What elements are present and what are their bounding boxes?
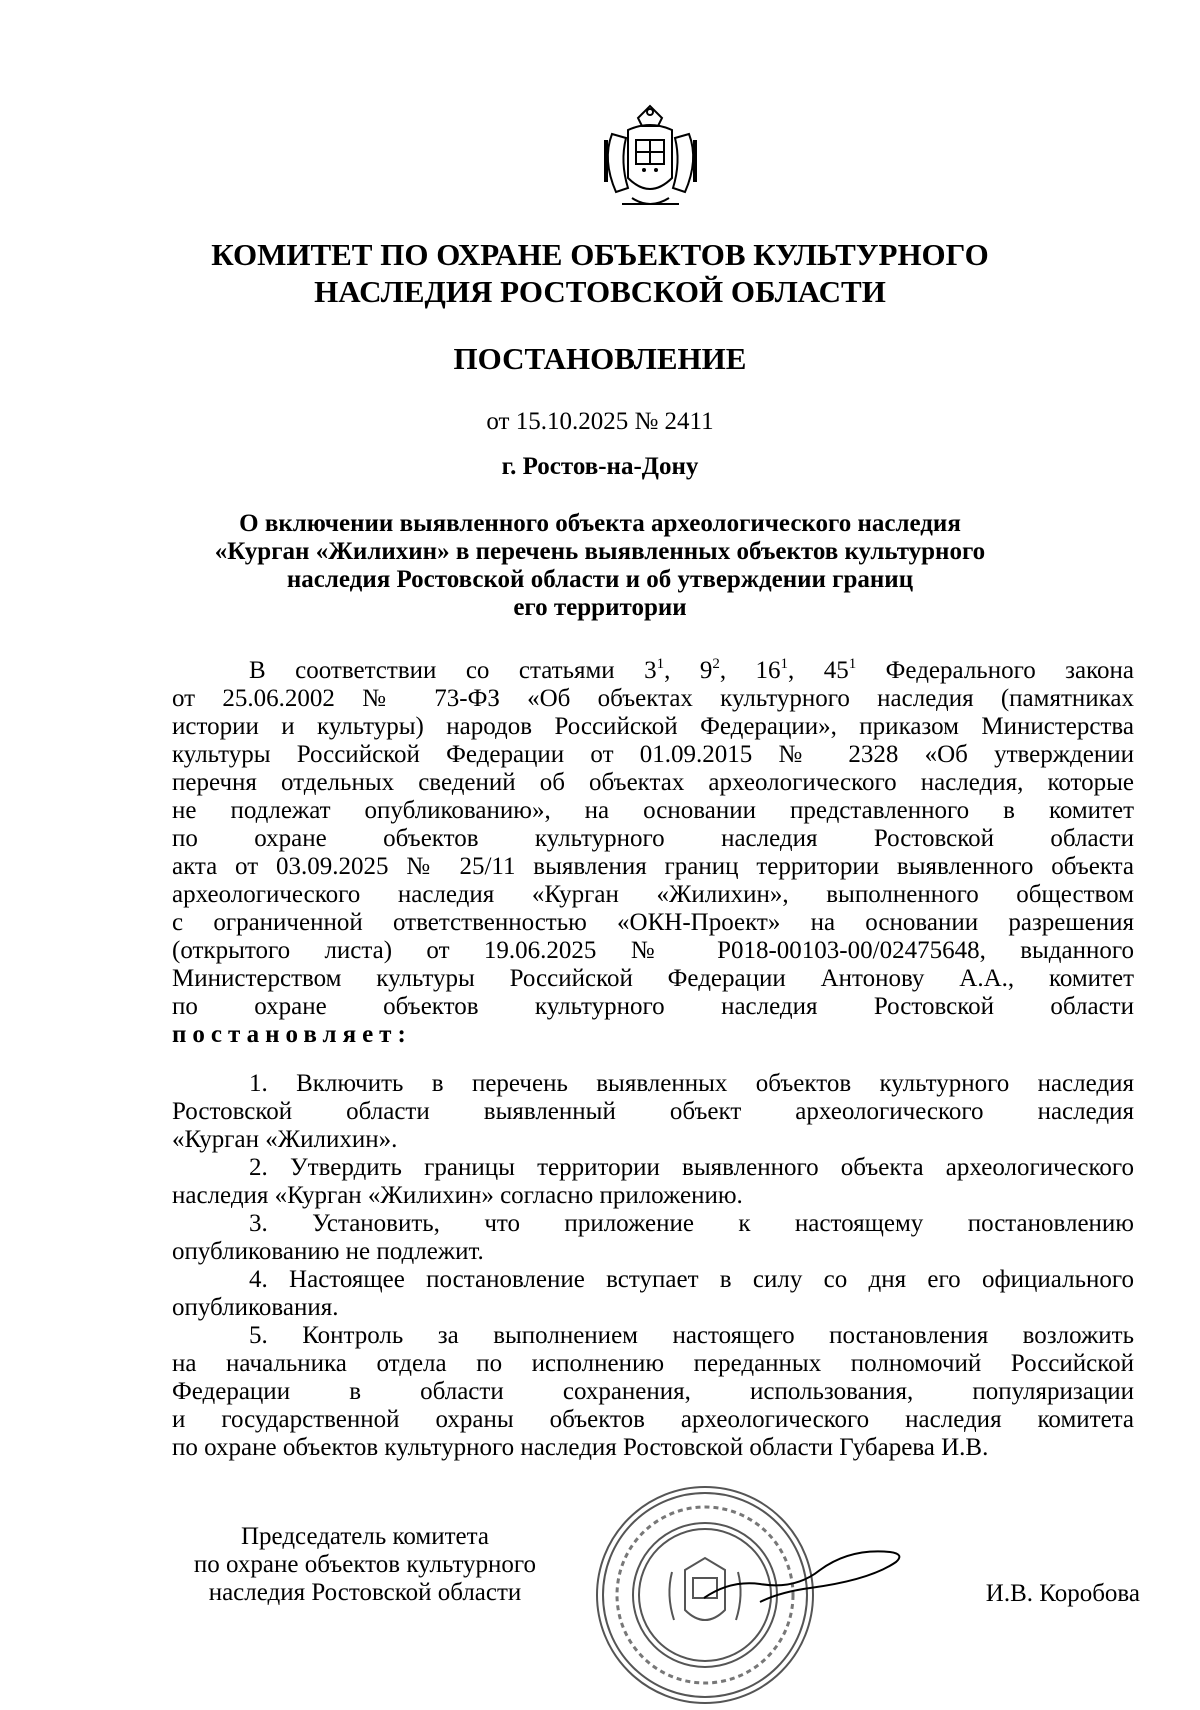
preamble-line — [172, 1021, 1134, 1049]
subject-line: «Курган «Жилихин» в перечень выявленных объектов культурного — [214, 538, 986, 565]
signer-position: Председатель комитета по охране объектов культурного наследия Ростовской области — [193, 1523, 537, 1606]
preamble-line: по охране объектов культурного наследия Ростовской области — [172, 825, 1134, 852]
preamble-line: истории и культуры) народов Российской Федерации», приказом Министерства — [172, 713, 1134, 740]
document-type: ПОСТАНОВЛЕНИЕ — [453, 341, 747, 376]
resolution-items — [172, 1070, 1134, 1462]
preamble-line: (открытого листа) от 19.06.2025 № Р018-00103-00/02475648, выданного — [172, 937, 1134, 964]
coat-of-arms-icon — [598, 100, 703, 218]
subject-line: наследия Ростовской области и об утверждении границ — [286, 566, 914, 593]
preamble-line: В соответствии со статьями $3^1$, $9^2$, $16^1$, $45^1$ Федерального закона — [249, 656, 1134, 684]
preamble-line: акта от 03.09.2025 № 25/11 выявления границ территории выявленного объекта — [172, 853, 1134, 880]
preamble-line: археологического наследия «Курган «Жилихин», выполненного обществом — [172, 881, 1134, 908]
subject-line: О включении выявленного объекта археологического наследия — [239, 510, 961, 537]
preamble-line: от 25.06.2002 № 73-ФЗ «Об объектах культурного наследия (памятниках — [172, 685, 1134, 712]
preamble-line: по охране объектов культурного наследия Ростовской области — [172, 993, 1134, 1020]
organization-title-line1: КОМИТЕТ ПО ОХРАНЕ ОБЪЕКТОВ КУЛЬТУРНОГО — [211, 237, 989, 272]
subject-line: его территории — [513, 594, 687, 621]
resolution-item: 1. Включить в перечень выявленных объектов культурного наследия Ростовской области выявленный объект археологического наследия «Курган «Жилихин». — [172, 1070, 1134, 1153]
resolves-word: постановляет: — [172, 1021, 412, 1048]
resolution-item: 5. Контроль за выполнением настоящего постановления возложить на начальника отдела по исполнению переданных полномочий Российской Федерации в области сохранения, использования, популяризации и государственной охраны объектов археологического наследия комитета по охране объектов культурного наследия Ростовской области Губарева И.В. — [172, 1322, 1134, 1461]
document-city: г. Ростов-на-Дону — [501, 453, 699, 480]
resolution-item: 2. Утвердить границы территории выявленного объекта археологического наследия «Курган «Жилихин» согласно приложению. — [172, 1154, 1134, 1209]
preamble-line: культуры Российской Федерации от 01.09.2015 № 2328 «Об утверждении — [172, 741, 1134, 768]
signer-name: И.В. Коробова — [985, 1580, 1140, 1607]
preamble-line: с ограниченной ответственностью «ОКН-Проект» на основании разрешения — [172, 909, 1134, 936]
preamble-line: Министерством культуры Российской Федерации Антонову А.А., комитет — [172, 965, 1134, 992]
organization-title-line2: НАСЛЕДИЯ РОСТОВСКОЙ ОБЛАСТИ — [314, 274, 886, 309]
preamble-line: не подлежат опубликованию», на основании представленного в комитет — [172, 797, 1134, 824]
document-subject — [0, 510, 1200, 622]
resolution-item: 4. Настоящее постановление вступает в силу со дня его официального опубликования. — [172, 1266, 1134, 1321]
organization-title — [0, 236, 1200, 310]
preamble-line: перечня отдельных сведений об объектах археологического наследия, которые — [172, 769, 1134, 796]
document-number-date: от 15.10.2025 № 2411 — [486, 408, 714, 435]
resolution-item: 3. Установить, что приложение к настоящему постановлению опубликованию не подлежит. — [172, 1210, 1134, 1265]
preamble-paragraph — [172, 657, 1134, 1049]
signature-icon — [700, 1540, 910, 1610]
